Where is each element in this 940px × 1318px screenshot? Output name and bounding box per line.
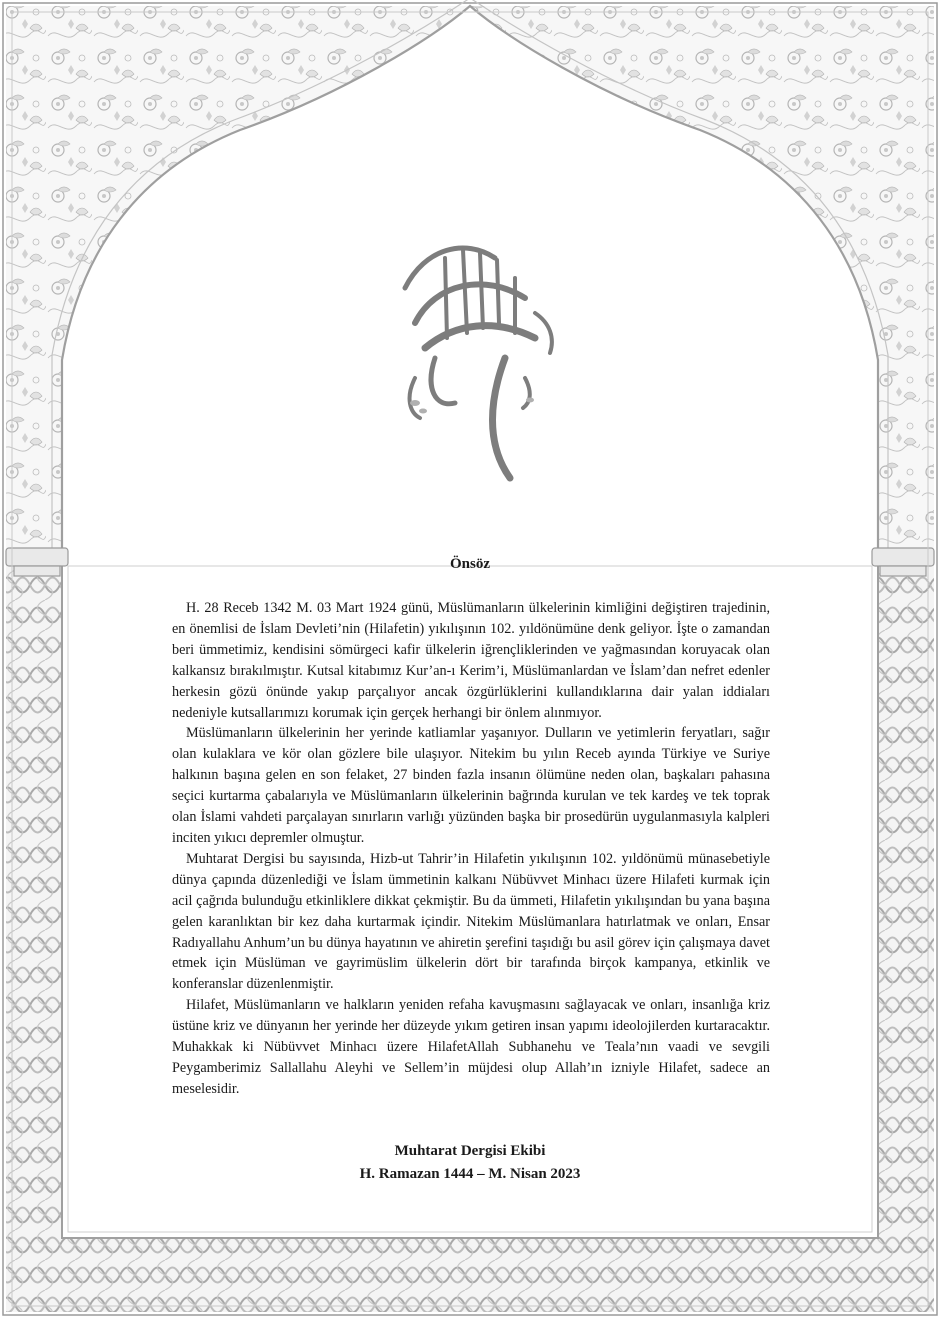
paragraph: H. 28 Receb 1342 M. 03 Mart 1924 günü, Müslümanların ülkelerinin kimliğini değiştiren trajedinin, en önemlisi de İslam Devleti’nin (Hilafetin) yıkılışının 102. yıldönümüne denk geliyor. İşte o zamandan beri ümmetimiz, kendisini sömürgeci kafir ülkelerin iğrençliklerinden ve yağmasından koruyacak olan kalkansız bırakılmıştır. Kutsal kitabımız Kur’an-ı Kerim’i, Müslümanlardan ve İslam’dan nefret edenler herkesin gözü önünde yakıp parçalıyor ancak özgürlüklerini kullandıklarına dair yalan iddiaları nedeniyle kutsallarımızı korumak için gerçek herhangi bir önlem alınmıyor. <box>172 600 770 721</box>
paragraph: Hilafet, Müslümanların ve halkların yeniden refaha kavuşmasını sağlayacak ve onları, insanlığa kriz üstüne kriz ve dünyanın her yerinde her düzeyde yıkım getiren insan yapımı ideolojilerden kurtaracaktır. Muhakkak ki Nübüvvet Minhacı üzere HilafetAllah Subhanehu ve Teala’nın vaadi ve sevgili Peygamberimiz Sallallahu Aleyhi ve Sellem’in müjdesi olup Allah’ın izniyle Hilafet, sadece an meselesidir. <box>172 997 770 1097</box>
signature-date: H. Ramazan 1444 – M. Nisan 2023 <box>359 1166 581 1182</box>
signature-author: Muhtarat Dergisi Ekibi <box>394 1143 546 1159</box>
page-title: Önsöz <box>449 556 490 572</box>
paragraph: Müslümanların ülkelerinin her yerinde katliamlar yaşanıyor. Dulların ve yetimlerin feryatları, sağır olan kulaklara ve kör olan gözlere bile ulaşıyor. Nitekim bu yılın Receb ayında Türkiye ve Suriye halkının başına gelen en son felaket, 27 binden fazla insanın ölümüne neden olan, başkaları pahasına seçici kurtarma çabalarıyla ve Müslümanların ülkelerinin bağrında kurulan ve tek kardeş ve tek toprak olan İslami vahdeti parçalayan sınırların varlığı yüzünden başka bir prosedürün uygulanmasıyla kalpleri inciten yıkıcı depremler olmuştur. <box>172 725 770 846</box>
signature-block <box>0 1140 940 1186</box>
paragraph: Muhtarat Dergisi bu sayısında, Hizb-ut Tahrir’in Hilafetin yıkılışının 102. yıldönümü münasebetiyle dünya çapında düzenlediği ve İslam ümmetinin kalkanı Nübüvvet Minhacı üzere Hilafeti kurmak için acil çağrıda bulunduğu etkinliklere dikkat çekmiştir. Bu da ümmeti, Hilafetin yıkılışından bu yana başına gelen karanlıktan bir kez daha kurtarmak içindir. Nitekim Müslümanlara hatırlatmak ve onları, Ensar Radıyallahu Anhum’un bu dünya hayatının ve ahiretin şerefini taşıdığı bu asil görev için çalışmaya davet etmek için Müslüman ve gayrimüslim ülkelerin dört bir tarafında birçok kampanya, etkinlik ve konferanslar düzenlenmiştir. <box>172 850 770 993</box>
besmele-calligraphy <box>375 228 565 488</box>
body-text <box>172 598 770 1100</box>
